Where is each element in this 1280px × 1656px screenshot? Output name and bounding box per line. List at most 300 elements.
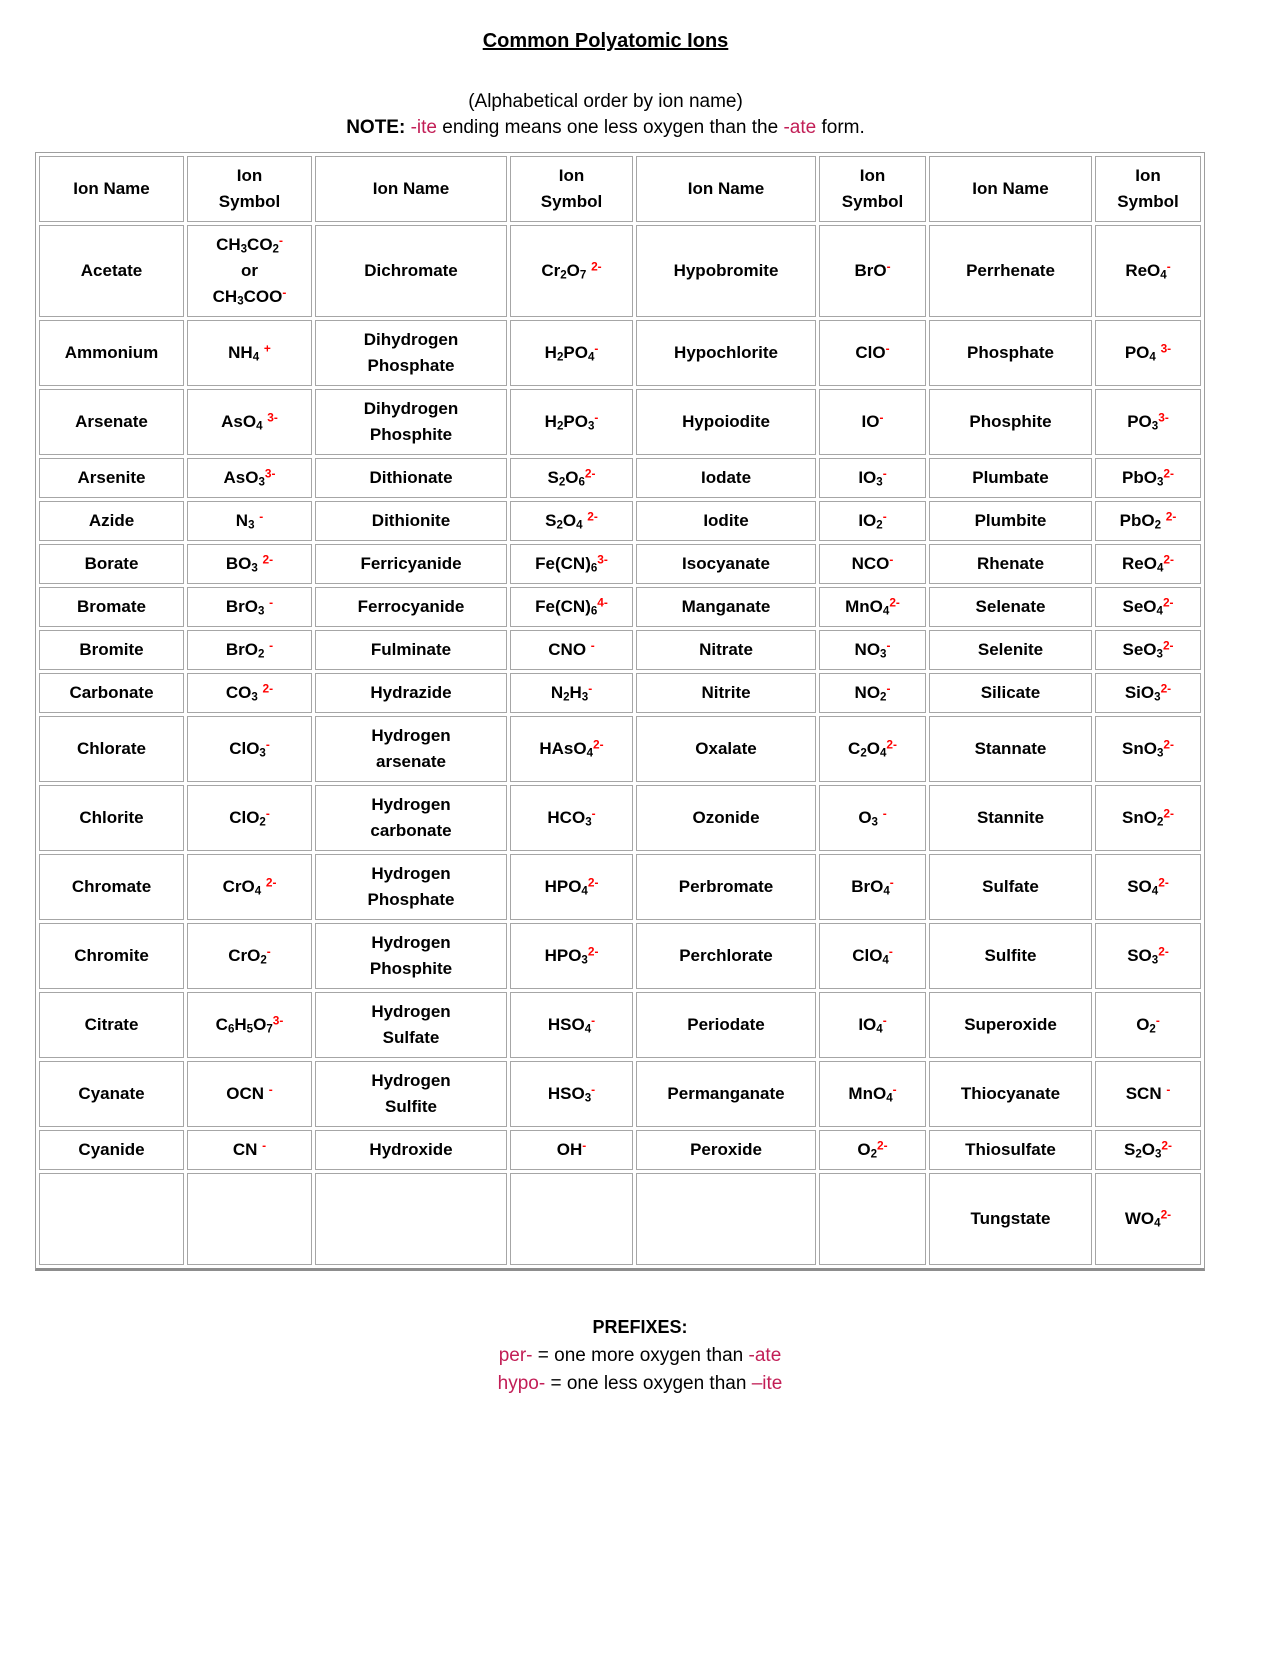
ion-name-cell: Ammonium xyxy=(39,320,184,386)
subscript: 4 xyxy=(1154,1217,1161,1230)
subscript: 2 xyxy=(260,954,267,967)
subscript: 3 xyxy=(581,954,588,967)
ion-symbol-cell: AsO$_4$ $^{3-}$ xyxy=(187,389,312,455)
table-row xyxy=(39,1173,1201,1265)
charge-superscript: 3- xyxy=(1160,341,1172,356)
ion-symbol-cell: AsO$_3^{3-}$ xyxy=(187,458,312,498)
ion-symbol-cell: $O_3$ - xyxy=(819,785,926,851)
ion-name-cell: Hydrogen carbonate xyxy=(315,785,507,851)
ion-symbol-cell: $BO_3$ $^{2-}$ xyxy=(187,544,312,584)
ion-name-cell: Citrate xyxy=(39,992,184,1058)
ion-symbol-cell: $IO_2^-$ xyxy=(819,501,926,541)
subscript: 4 xyxy=(581,885,588,898)
ion-symbol-cell: SeO$_4^{2-}$ xyxy=(1095,587,1201,627)
table-row xyxy=(39,785,1201,851)
column-header: Ion Symbol xyxy=(187,156,312,222)
subscript: 2 xyxy=(558,476,566,489)
ion-name-cell: Periodate xyxy=(636,992,816,1058)
ion-name-cell: Dichromate xyxy=(315,225,507,317)
ion-name-cell: Phosphite xyxy=(929,389,1092,455)
subscript: 4 xyxy=(256,420,263,433)
ion-symbol-cell: CrO$_4$ $^{2-}$ xyxy=(187,854,312,920)
prefixes-section xyxy=(0,1317,1280,1398)
ion-name-cell: Iodate xyxy=(636,458,816,498)
ion-name-cell: Perbromate xyxy=(636,854,816,920)
charge-superscript: 2- xyxy=(262,552,274,567)
column-header: Ion Symbol xyxy=(1095,156,1201,222)
charge-superscript: - xyxy=(591,1082,596,1097)
charge-superscript: - xyxy=(262,1138,267,1153)
subscript: 6 xyxy=(227,1023,235,1036)
ion-symbol-cell: ClO$_2$- xyxy=(187,785,312,851)
charge-superscript: 2- xyxy=(1158,944,1169,959)
ion-name-cell: Hypoiodite xyxy=(636,389,816,455)
note-line xyxy=(35,117,1176,139)
ion-symbol-cell: MnO$_4$- xyxy=(819,1061,926,1127)
charge-superscript: 2- xyxy=(265,875,277,890)
subscript: 4 xyxy=(584,1023,592,1036)
subscript: 4 xyxy=(1160,269,1167,282)
subtitle: (Alphabetical order by ion name) xyxy=(468,91,743,112)
polyatomic-ions-table xyxy=(35,152,1205,1271)
subscript: 2 xyxy=(272,243,279,256)
ion-symbol-cell: $CH_3CO_2^-$ or $CH_3COO^-$ xyxy=(187,225,312,317)
subscript: 3 xyxy=(240,243,248,256)
ion-symbol-cell: IO- xyxy=(819,389,926,455)
subscript: 2 xyxy=(860,747,867,760)
ion-symbol-cell: $S_2O_3^{2-}$ xyxy=(1095,1130,1201,1170)
charge-superscript: 3- xyxy=(267,410,278,425)
charge-superscript: - xyxy=(1166,1082,1171,1097)
charge-superscript: - xyxy=(889,552,894,567)
table-row xyxy=(39,1130,1201,1170)
subscript: 3 xyxy=(1156,476,1164,489)
charge-superscript: - xyxy=(594,341,599,356)
table-row xyxy=(39,587,1201,627)
subscript: 2 xyxy=(1156,816,1164,829)
ion-name-cell xyxy=(39,1173,184,1265)
charge-superscript: 2- xyxy=(1160,681,1172,696)
ion-name-cell: Silicate xyxy=(929,673,1092,713)
subscript: 2 xyxy=(560,269,567,282)
charge-superscript: + xyxy=(263,341,271,356)
header-row xyxy=(39,156,1201,222)
ion-symbol-cell: $NH_4$ + xyxy=(187,320,312,386)
ion-name-cell: Isocyanate xyxy=(636,544,816,584)
ion-symbol-cell: $O_2^{2-}$ xyxy=(819,1130,926,1170)
ion-symbol-cell: PbO$_2$ $^{2-}$ xyxy=(1095,501,1201,541)
ion-name-cell: Sulfate xyxy=(929,854,1092,920)
ion-name-cell: Oxalate xyxy=(636,716,816,782)
subscript: 2 xyxy=(1154,519,1162,532)
note-text: form. xyxy=(816,117,865,138)
ion-name-cell: Hydrogen Sulfite xyxy=(315,1061,507,1127)
table-row xyxy=(39,501,1201,541)
charge-superscript: 2- xyxy=(1161,1138,1172,1153)
ion-name-cell: Fulminate xyxy=(315,630,507,670)
charge-superscript: - xyxy=(278,233,283,248)
ion-symbol-cell: CNO - xyxy=(510,630,633,670)
ion-symbol-cell: CN - xyxy=(187,1130,312,1170)
ion-name-cell: Chromate xyxy=(39,854,184,920)
subscript: 2 xyxy=(1135,1148,1142,1161)
subscript: 3 xyxy=(1154,691,1161,704)
charge-superscript: 2- xyxy=(886,737,897,752)
table-row xyxy=(39,630,1201,670)
ion-symbol-cell: OH- xyxy=(510,1130,633,1170)
charge-superscript: - xyxy=(265,806,270,821)
subscript: 3 xyxy=(581,691,589,704)
ion-name-cell: Hydrogen arsenate xyxy=(315,716,507,782)
ion-symbol-cell: $S_2O_6^{2-}$ xyxy=(510,458,633,498)
charge-superscript: - xyxy=(886,681,891,696)
subscript: 6 xyxy=(590,562,598,575)
ion-symbol-cell xyxy=(510,1173,633,1265)
charge-superscript: 2- xyxy=(1163,806,1174,821)
charge-superscript: 3- xyxy=(597,552,608,567)
prefix-lines xyxy=(0,1342,1280,1398)
ion-name-cell: Carbonate xyxy=(39,673,184,713)
ion-name-cell: Selenate xyxy=(929,587,1092,627)
ion-symbol-cell: $CO_3$ $^{2-}$ xyxy=(187,673,312,713)
ion-symbol-cell: $C_6H_5O_7^{3-}$ xyxy=(187,992,312,1058)
ion-name-cell: Bromite xyxy=(39,630,184,670)
charge-superscript: 2- xyxy=(1163,466,1174,481)
ion-name-cell: Hypochlorite xyxy=(636,320,816,386)
ion-symbol-cell: BrO- xyxy=(819,225,926,317)
subscript: 2 xyxy=(870,1148,878,1161)
ion-symbol-cell: $PO_3^{3-}$ xyxy=(1095,389,1201,455)
subscript: 4 xyxy=(1151,885,1159,898)
ion-symbol-cell: ReO$_4$- xyxy=(1095,225,1201,317)
note-text: NOTE: xyxy=(346,117,411,138)
page-title: Common Polyatomic Ions xyxy=(482,30,729,52)
ion-name-cell: Dithionate xyxy=(315,458,507,498)
ion-name-cell: Rhenate xyxy=(929,544,1092,584)
ion-symbol-cell: $H_2PO_3^-$ xyxy=(510,389,633,455)
note-accent-text: -ate xyxy=(783,117,817,138)
subscript: 3 xyxy=(248,519,255,532)
subscript: 2 xyxy=(1149,1023,1156,1036)
ion-symbol-cell: $IO_3^-$ xyxy=(819,458,926,498)
ion-name-cell: Arsenite xyxy=(39,458,184,498)
ion-name-cell: Permanganate xyxy=(636,1061,816,1127)
column-header: Ion Name xyxy=(929,156,1092,222)
charge-superscript: - xyxy=(892,1082,897,1097)
subscript: 2 xyxy=(880,691,887,704)
ion-name-cell: Sulfite xyxy=(929,923,1092,989)
ion-name-cell: Ozonide xyxy=(636,785,816,851)
ion-symbol-cell: $SO_3^{2-}$ xyxy=(1095,923,1201,989)
ion-symbol-cell: $NO_3^-$ xyxy=(819,630,926,670)
ion-symbol-cell: $SO_4^{2-}$ xyxy=(1095,854,1201,920)
subscript: 5 xyxy=(246,1023,254,1036)
ion-symbol-cell: MnO$_4^{2-}$ xyxy=(819,587,926,627)
subscript: 4 xyxy=(879,747,887,760)
charge-superscript: - xyxy=(588,681,593,696)
ion-symbol-cell: BrO$_2$ - xyxy=(187,630,312,670)
ion-symbol-cell: $N_3$ - xyxy=(187,501,312,541)
ion-symbol-cell: $IO_4^-$ xyxy=(819,992,926,1058)
ion-symbol-cell xyxy=(819,1173,926,1265)
charge-superscript: - xyxy=(882,509,887,524)
ion-name-cell: Hypobromite xyxy=(636,225,816,317)
table-row xyxy=(39,854,1201,920)
ion-name-cell: Perchlorate xyxy=(636,923,816,989)
ion-symbol-cell: SCN - xyxy=(1095,1061,1201,1127)
charge-superscript: 2- xyxy=(591,259,602,274)
subscript: 4 xyxy=(254,885,262,898)
ion-name-cell: Stannite xyxy=(929,785,1092,851)
charge-superscript: - xyxy=(591,1013,596,1028)
charge-superscript: 2- xyxy=(1162,638,1174,653)
ion-name-cell xyxy=(636,1173,816,1265)
charge-superscript: - xyxy=(269,595,274,610)
subscript: 4 xyxy=(886,1092,893,1105)
charge-superscript: - xyxy=(879,410,884,425)
charge-superscript: - xyxy=(269,638,274,653)
subscript: 4 xyxy=(876,1023,883,1036)
subscript: 3 xyxy=(1155,1148,1162,1161)
ion-symbol-cell: $HCO_3^-$ xyxy=(510,785,633,851)
ion-name-cell: Bromate xyxy=(39,587,184,627)
subscript: 4 xyxy=(586,747,594,760)
ion-symbol-cell: ReO$_4^{2-}$ xyxy=(1095,544,1201,584)
subscript: 3 xyxy=(259,747,266,760)
charge-superscript: 4- xyxy=(597,595,608,610)
ion-name-cell: Hydroxide xyxy=(315,1130,507,1170)
ion-name-cell: Manganate xyxy=(636,587,816,627)
charge-superscript: - xyxy=(266,944,271,959)
subscript: 2 xyxy=(563,691,570,704)
ion-name-cell: Nitrite xyxy=(636,673,816,713)
note-accent-text: -ite xyxy=(410,117,437,138)
charge-superscript: 2- xyxy=(584,466,596,481)
charge-superscript: 2- xyxy=(1163,737,1174,752)
charge-superscript: - xyxy=(1166,259,1171,274)
ion-name-cell: Iodite xyxy=(636,501,816,541)
table-row xyxy=(39,320,1201,386)
charge-superscript: - xyxy=(885,341,890,356)
subscript: 3 xyxy=(584,1092,592,1105)
ion-name-cell: Azide xyxy=(39,501,184,541)
ion-symbol-cell: $WO_4^{2-}$ xyxy=(1095,1173,1201,1265)
table-row xyxy=(39,389,1201,455)
charge-superscript: - xyxy=(888,944,893,959)
charge-superscript: - xyxy=(886,259,891,274)
subscript: 3 xyxy=(251,691,258,704)
subscript: 3 xyxy=(251,562,258,575)
ion-symbol-cell: $N_2H_3^-$ xyxy=(510,673,633,713)
prefix-accent-text: hypo- xyxy=(497,1373,546,1394)
charge-superscript: - xyxy=(582,1138,587,1153)
ion-name-cell: Tungstate xyxy=(929,1173,1092,1265)
ion-symbol-cell: $HPO_4^{2-}$ xyxy=(510,854,633,920)
ion-symbol-cell: SnO$_2^{2-}$ xyxy=(1095,785,1201,851)
subscript: 4 xyxy=(882,605,890,618)
ion-name-cell: Plumbate xyxy=(929,458,1092,498)
ion-symbol-cell: ClO$_3$- xyxy=(187,716,312,782)
ion-symbol-cell: ClO- xyxy=(819,320,926,386)
ion-name-cell: Hydrogen Phosphite xyxy=(315,923,507,989)
charge-superscript: - xyxy=(889,875,894,890)
ion-symbol-cell: $PO_4$ $^{3-}$ xyxy=(1095,320,1201,386)
ion-name-cell: Acetate xyxy=(39,225,184,317)
column-header: Ion Symbol xyxy=(819,156,926,222)
charge-superscript: 2- xyxy=(593,737,604,752)
subscript: 3 xyxy=(1156,747,1164,760)
column-header: Ion Name xyxy=(39,156,184,222)
prefix-line xyxy=(0,1370,1280,1398)
ion-symbol-cell: BrO$_4$- xyxy=(819,854,926,920)
table-row xyxy=(39,458,1201,498)
charge-superscript: 2- xyxy=(587,944,599,959)
subscript: 2 xyxy=(556,420,564,433)
document-content xyxy=(35,30,1176,139)
charge-superscript: - xyxy=(282,285,287,300)
column-header: Ion Symbol xyxy=(510,156,633,222)
ion-name-cell: Hydrogen Phosphate xyxy=(315,854,507,920)
ion-name-cell: Plumbite xyxy=(929,501,1092,541)
ion-name-cell: Thiocyanate xyxy=(929,1061,1092,1127)
subscript: 4 xyxy=(576,519,583,532)
ion-name-cell: Ferrocyanide xyxy=(315,587,507,627)
prefixes-heading: PREFIXES: xyxy=(592,1317,688,1337)
charge-superscript: 2- xyxy=(1160,1207,1172,1222)
ion-name-cell: Perrhenate xyxy=(929,225,1092,317)
table-row xyxy=(39,544,1201,584)
charge-superscript: - xyxy=(882,466,887,481)
subscript: 3 xyxy=(880,648,887,661)
charge-superscript: - xyxy=(886,638,891,653)
ion-name-cell: Dihydrogen Phosphate xyxy=(315,320,507,386)
ion-name-cell: Nitrate xyxy=(636,630,816,670)
charge-superscript: - xyxy=(590,638,595,653)
prefix-text: = one more oxygen than xyxy=(532,1345,749,1366)
table-row xyxy=(39,716,1201,782)
subscript: 3 xyxy=(587,420,595,433)
ion-name-cell: Hydrazide xyxy=(315,673,507,713)
ion-name-cell: Hydrogen Sulfate xyxy=(315,992,507,1058)
ion-symbol-cell: $O_2^-$ xyxy=(1095,992,1201,1058)
subscript: 4 xyxy=(882,954,889,967)
subscript: 3 xyxy=(1156,648,1163,661)
prefix-accent-text: per- xyxy=(498,1345,533,1366)
charge-superscript: 2- xyxy=(587,509,598,524)
subscript: 4 xyxy=(1156,562,1164,575)
subscript: 2 xyxy=(258,648,265,661)
subscript: 2 xyxy=(556,351,564,364)
ion-symbol-cell: OCN - xyxy=(187,1061,312,1127)
subscript: 4 xyxy=(252,351,260,364)
ion-name-cell: Arsenate xyxy=(39,389,184,455)
subscript: 3 xyxy=(871,816,878,829)
subscript: 4 xyxy=(883,885,890,898)
table-row xyxy=(39,673,1201,713)
subscript: 2 xyxy=(556,519,563,532)
ion-name-cell: Stannate xyxy=(929,716,1092,782)
charge-superscript: 2- xyxy=(1163,552,1174,567)
column-header: Ion Name xyxy=(315,156,507,222)
subscript: 4 xyxy=(587,351,595,364)
table-body xyxy=(39,225,1201,1265)
table-row xyxy=(39,1061,1201,1127)
ion-name-cell: Cyanide xyxy=(39,1130,184,1170)
subscript: 6 xyxy=(590,605,598,618)
charge-superscript: 2- xyxy=(587,875,599,890)
subscript: 4 xyxy=(1149,351,1156,364)
ion-symbol-cell: $Fe(CN)_6^{3-}$ xyxy=(510,544,633,584)
ion-name-cell: Superoxide xyxy=(929,992,1092,1058)
ion-symbol-cell: CrO$_2$- xyxy=(187,923,312,989)
charge-superscript: - xyxy=(882,1013,887,1028)
ion-symbol-cell: $C_2O_4^{2-}$ xyxy=(819,716,926,782)
ion-symbol-cell: $HPO_3^{2-}$ xyxy=(510,923,633,989)
note-text: ending means one less oxygen than the xyxy=(437,117,784,138)
charge-superscript: - xyxy=(1155,1013,1160,1028)
prefix-text: = one less oxygen than xyxy=(545,1373,752,1394)
charge-superscript: - xyxy=(265,737,270,752)
ion-symbol-cell: $H_2PO_4^-$ xyxy=(510,320,633,386)
ion-name-cell: Selenite xyxy=(929,630,1092,670)
subscript: 3 xyxy=(876,476,883,489)
ion-name-cell: Peroxide xyxy=(636,1130,816,1170)
ion-name-cell: Chromite xyxy=(39,923,184,989)
charge-superscript: 2- xyxy=(262,681,274,696)
table-row xyxy=(39,923,1201,989)
subscript: 6 xyxy=(578,476,585,489)
charge-superscript: - xyxy=(591,806,596,821)
ion-symbol-cell: $HSO_3^-$ xyxy=(510,1061,633,1127)
ion-name-cell: Thiosulfate xyxy=(929,1130,1092,1170)
ion-symbol-cell: SiO$_3^{2-}$ xyxy=(1095,673,1201,713)
ion-symbol-cell: PbO$_3^{2-}$ xyxy=(1095,458,1201,498)
ion-name-cell: Ferricyanide xyxy=(315,544,507,584)
charge-superscript: - xyxy=(268,1082,273,1097)
subscript: 3 xyxy=(1151,954,1159,967)
ion-name-cell: Dihydrogen Phosphite xyxy=(315,389,507,455)
ion-symbol-cell: $NO_2^-$ xyxy=(819,673,926,713)
ion-symbol-cell: $Cr_2O_7$ $^{2-}$ xyxy=(510,225,633,317)
charge-superscript: - xyxy=(259,509,264,524)
charge-superscript: 3- xyxy=(272,1013,284,1028)
ion-symbol-cell: BrO$_3$ - xyxy=(187,587,312,627)
prefix-accent-text: –ite xyxy=(751,1373,783,1394)
subscript: 2 xyxy=(876,519,883,532)
charge-superscript: 2- xyxy=(1162,595,1174,610)
subscript: 3 xyxy=(585,816,592,829)
ion-symbol-cell: NCO- xyxy=(819,544,926,584)
ion-name-cell: Phosphate xyxy=(929,320,1092,386)
ion-name-cell: Cyanate xyxy=(39,1061,184,1127)
subscript: 3 xyxy=(237,295,244,308)
ion-name-cell: Chlorate xyxy=(39,716,184,782)
charge-superscript: 2- xyxy=(1165,509,1177,524)
table-row xyxy=(39,225,1201,317)
charge-superscript: 2- xyxy=(877,1138,888,1153)
ion-name-cell: Borate xyxy=(39,544,184,584)
ion-name-cell: Chlorite xyxy=(39,785,184,851)
subscript: 4 xyxy=(1156,605,1163,618)
ion-symbol-cell: SnO$_3^{2-}$ xyxy=(1095,716,1201,782)
charge-superscript: 2- xyxy=(889,595,900,610)
subscript: 7 xyxy=(579,269,587,282)
charge-superscript: - xyxy=(882,806,887,821)
ion-symbol-cell: SeO$_3^{2-}$ xyxy=(1095,630,1201,670)
ion-symbol-cell: $Fe(CN)_6^{4-}$ xyxy=(510,587,633,627)
subscript: 7 xyxy=(266,1023,273,1036)
subscript: 2 xyxy=(259,816,266,829)
